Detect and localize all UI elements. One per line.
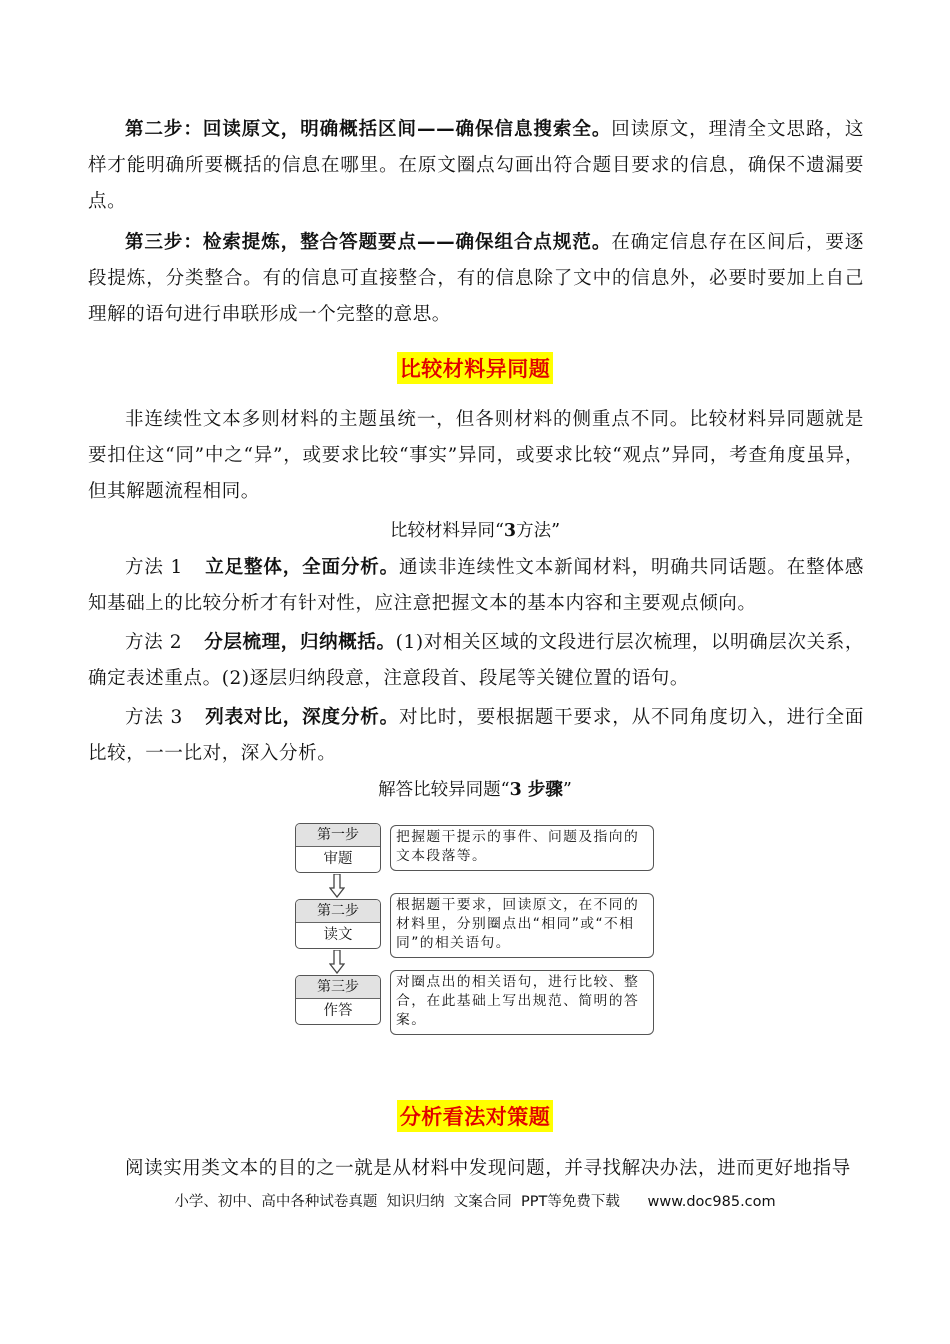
subtitle-three-methods <box>0 516 950 546</box>
method-1-text: 通读非连续性文本新闻材料，明确共同话题。在整体感知基础上的比较分析才有针对性，应注意把握文本的基本内容和主要观点倾向。 <box>88 557 864 614</box>
method-1-label: 方法 1 <box>125 557 183 578</box>
step-1-title: 第一步 <box>296 824 380 847</box>
method-3 <box>88 700 864 772</box>
subtitle-prefix: 比较材料异同“ <box>389 521 504 541</box>
step-two-lead: 第二步：回读原文，明确概括区间——确保信息搜索全。 <box>125 119 612 140</box>
section-heading-compare <box>0 352 950 384</box>
method-2-text: (1)对相关区域的文段进行层次梳理，以明确层次关系，确定表述重点。(2)逐层归纳段意，注意段首、段尾等关键位置的语句。 <box>88 632 864 689</box>
subtitle2-num: 3 步骤 <box>509 780 563 800</box>
step-1-name: 审题 <box>323 851 353 867</box>
page-footer: 小学、初中、高中各种试卷真题 知识归纳 文案合同 PPT等免费下载 www.doc985.com <box>174 1194 776 1210</box>
method-1-lead: 立足整体，全面分析。 <box>204 557 400 578</box>
subtitle2-suffix: ” <box>562 780 572 800</box>
paragraph-compare-intro: 非连续性文本多则材料的主题虽统一，但各则材料的侧重点不同。比较材料异同题就是要扣住这“同”中之“异”，或要求比较“事实”异同，或要求比较“观点”异同，考查角度虽异，但其解题流程相同。 <box>88 409 864 502</box>
section-heading-analysis <box>0 1100 950 1132</box>
subtitle-num: 3 <box>503 521 517 541</box>
step-2-title: 第二步 <box>296 900 380 923</box>
method-1 <box>88 550 864 622</box>
step-three-lead: 第三步：检索提炼，整合答题要点——确保组合点规范。 <box>125 232 612 253</box>
step-2-description: 根据题干要求，回读原文，在不同的材料里，分别圈点出“相同”或“不相同”的相关语句。 <box>390 893 654 958</box>
step-3-title: 第三步 <box>296 976 380 999</box>
method-2 <box>88 625 864 697</box>
method-3-text: 对比时，要根据题干要求，从不同角度切入，进行全面比较，一一比对，深入分析。 <box>88 707 864 764</box>
method-2-label: 方法 2 <box>125 632 183 653</box>
subtitle-three-steps <box>0 775 950 805</box>
method-2-lead: 分层梳理，归纳概括。 <box>204 632 396 653</box>
paragraph-analysis-intro: 阅读实用类文本的目的之一就是从材料中发现问题，并寻找解决办法，进而更好地指导 <box>125 1158 851 1179</box>
step-2-name: 读文 <box>323 927 353 943</box>
step-3-name: 作答 <box>323 1003 353 1019</box>
paragraph-step-two <box>88 112 864 220</box>
down-arrow-icon <box>329 874 345 898</box>
paragraph-step-three <box>88 225 864 333</box>
down-arrow-icon <box>329 950 345 974</box>
step-three-text: 在确定信息存在区间后，要逐段提炼，分类整合。有的信息可直接整合，有的信息除了文中的信息外，必要时要加上自己理解的语句进行串联形成一个完整的意思。 <box>88 232 864 325</box>
step-3-description: 对圈点出的相关语句，进行比较、整合，在此基础上写出规范、简明的答案。 <box>390 970 654 1035</box>
step-1-box <box>295 823 381 873</box>
method-3-label: 方法 3 <box>125 707 183 728</box>
heading-compare-text: 比较材料异同题 <box>397 352 554 384</box>
step-1-description: 把握题干提示的事件、问题及指向的文本段落等。 <box>390 825 654 871</box>
subtitle2-prefix: 解答比较异同题“ <box>378 780 510 800</box>
heading-analysis-text: 分析看法对策题 <box>397 1100 554 1132</box>
subtitle-suffix: 方法” <box>516 521 561 541</box>
method-3-lead: 列表对比，深度分析。 <box>204 707 400 728</box>
step-2-box <box>295 899 381 949</box>
step-two-text: 回读原文，理清全文思路，这样才能明确所要概括的信息在哪里。在原文圈点勾画出符合题目要求的信息，确保不遗漏要点。 <box>88 119 864 212</box>
step-3-box <box>295 975 381 1025</box>
